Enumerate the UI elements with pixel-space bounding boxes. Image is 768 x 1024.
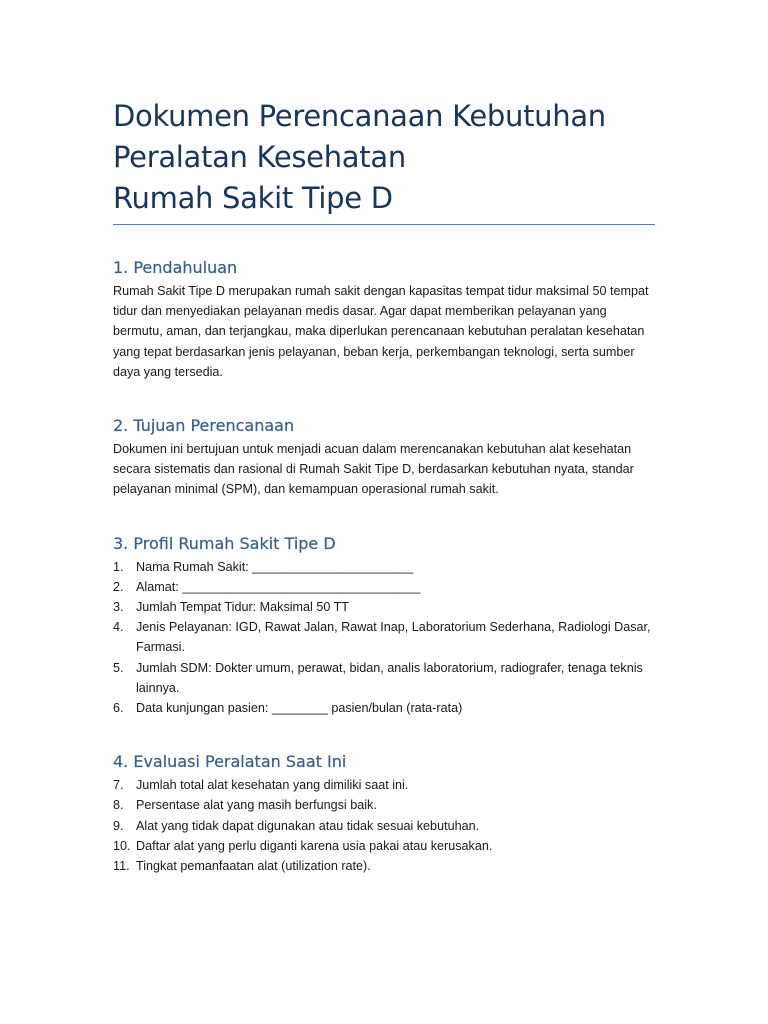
section-3: [113, 534, 655, 719]
list-item: [113, 816, 655, 836]
list-item-number: 1.: [113, 559, 124, 574]
paragraph-line: yang tepat berdasarkan jenis pelayanan, beban kerja, perkembangan teknologi, serta sumber: [113, 344, 635, 359]
paragraph-line: bermutu, aman, dan terjangkau, maka diperlukan perencanaan kebutuhan peralatan kesehatan: [113, 324, 645, 339]
list-item: [113, 597, 655, 617]
title-divider: [113, 224, 655, 225]
list-item-text: Alat yang tidak dapat digunakan atau tidak sesuai kebutuhan.: [136, 818, 480, 833]
title-line: Peralatan Kesehatan: [113, 140, 406, 174]
list-item-text: Jumlah Tempat Tidur: Maksimal 50 TT: [136, 600, 350, 615]
list-item-text: Persentase alat yang masih berfungsi baik.: [136, 798, 377, 813]
section-heading: 2. Tujuan Perencanaan: [113, 416, 295, 436]
list-item-number: 2.: [113, 579, 124, 594]
list-item: [113, 557, 655, 577]
section-2: [113, 416, 655, 500]
list-item: [113, 775, 655, 795]
list-item-number: 5.: [113, 660, 124, 675]
paragraph-line: Dokumen ini bertujuan untuk menjadi acuan dalam merencanakan kebutuhan alat kesehatan: [113, 442, 632, 457]
list-item-text: Jenis Pelayanan: IGD, Rawat Jalan, Rawat Inap, Laboratorium Sederhana, Radiologi Dasar,: [136, 620, 651, 635]
list-item-text: Alamat: __________________________________: [136, 579, 421, 594]
title-line: Dokumen Perencanaan Kebutuhan: [113, 99, 606, 133]
list-item: [113, 856, 655, 876]
list-item-text: Farmasi.: [136, 640, 185, 655]
numbered-list: [113, 775, 655, 876]
list-item-number: 9.: [113, 818, 124, 833]
list-item-text: Nama Rumah Sakit: _______________________: [136, 559, 414, 574]
list-item: [113, 658, 655, 698]
document-title: [113, 96, 655, 219]
list-item-text: lainnya.: [136, 680, 180, 695]
list-item: [113, 577, 655, 597]
list-item-number: 4.: [113, 620, 124, 635]
list-item-number: 8.: [113, 798, 124, 813]
section-1: [113, 258, 655, 382]
list-item-text: Tingkat pemanfaatan alat (utilization rate).: [136, 859, 371, 874]
paragraph-line: secara sistematis dan rasional di Rumah Sakit Tipe D, berdasarkan kebutuhan nyata, standar: [113, 462, 634, 477]
list-item-number: 11.: [113, 859, 130, 874]
list-item-text: Daftar alat yang perlu diganti karena usia pakai atau kerusakan.: [136, 838, 493, 853]
list-item-text: Jumlah SDM: Dokter umum, perawat, bidan, analis laboratorium, radiografer, tenaga teknis: [136, 660, 643, 675]
list-item-text: Data kunjungan pasien: ________ pasien/bulan (rata-rata): [136, 701, 463, 716]
list-item-number: 7.: [113, 778, 124, 793]
document-body: [113, 258, 655, 876]
list-item: [113, 795, 655, 815]
paragraph-line: daya yang tersedia.: [113, 364, 223, 379]
list-item: [113, 617, 655, 657]
list-item-number: 10.: [113, 838, 131, 853]
section-paragraph: [113, 281, 655, 382]
paragraph-line: pelayanan minimal (SPM), dan kemampuan operasional rumah sakit.: [113, 482, 499, 497]
paragraph-line: Rumah Sakit Tipe D merupakan rumah sakit dengan kapasitas tempat tidur maksimal 50 tempat: [113, 284, 649, 298]
list-item: [113, 698, 655, 718]
section-heading: 3. Profil Rumah Sakit Tipe D: [113, 533, 336, 553]
list-item-number: 6.: [113, 701, 124, 716]
title-line: Rumah Sakit Tipe D: [113, 181, 393, 215]
document-page: [113, 96, 655, 876]
section-4: [113, 752, 655, 876]
paragraph-line: tidur dan menyediakan pelayanan medis dasar. Agar dapat memberikan pelayanan yang: [113, 304, 607, 319]
section-heading: 1. Pendahuluan: [113, 258, 238, 277]
list-item-number: 3.: [113, 600, 124, 615]
list-item-text: Jumlah total alat kesehatan yang dimiliki saat ini.: [136, 778, 409, 793]
section-paragraph: [113, 439, 655, 500]
list-item: [113, 836, 655, 856]
section-heading: 4. Evaluasi Peralatan Saat Ini: [113, 752, 347, 772]
numbered-list: [113, 557, 655, 719]
